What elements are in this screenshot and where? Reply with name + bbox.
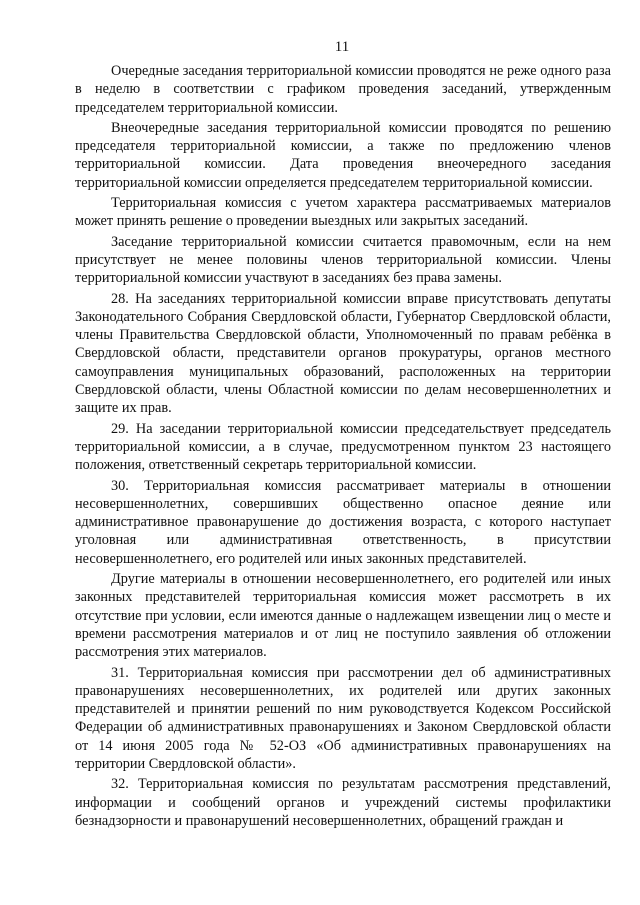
paragraph-regular-meetings: Очередные заседания территориальной комиссии проводятся не реже одного раза в неделю в соответствии с графиком проведения заседаний, утвержденным председателем территориальной комиссии. [75,63,611,116]
document-body [75,62,611,832]
paragraph-clause-28: 28. На заседаниях территориальной комиссии вправе присутствовать депутаты Законодательного Собрания Свердловской области, Губернатор Свердловской области, члены Правительства Свердловской области, Уполномоченный по правам ребёнка в Свердловской области, представители органов прокуратуры, органов местного самоуправления муниципальных образований, расположенных на территории Свердловской области, члены Областной комиссии по делам несовершеннолетних и защите их прав. [75,290,611,417]
paragraph-clause-30: 30. Территориальная комиссия рассматривает материалы в отношении несовершеннолетних, совершивших общественно опасное деяние или административное правонарушение до достижения возраста, с которого наступает уголовная или административная ответственность, в присутствии несовершеннолетнего, его родителей или иных законных представителей. [75,477,611,567]
paragraph-clause-32: 32. Территориальная комиссия по результатам рассмотрения представлений, информации и сообщений органов и учреждений системы профилактики безнадзорности и правонарушений несовершеннолетних, обращений граждан и [75,776,611,829]
paragraph-extraordinary-meetings: Внеочередные заседания территориальной комиссии проводятся по решению председателя территориальной комиссии, а также по предложению членов территориальной комиссии. Дата проведения внеочередного заседания территориальной комиссии определяется председателем территориальной комиссии. [75,119,611,191]
paragraph-clause-31: 31. Территориальная комиссия при рассмотрении дел об административных правонарушениях несовершеннолетних, их родителей или других законных представителей и принятии решений по ним руководствуется Кодексом Российской Федерации об административных правонарушениях и Законом Свердловской области от 14 июня 2005 года № 52-ОЗ «Об административных правонарушениях на территории Свердловской области». [75,664,611,772]
paragraph-other-materials: Другие материалы в отношении несовершеннолетнего, его родителей или иных законных представителей территориальная комиссия может рассмотреть в их отсутствие при условии, если имеются данные о надлежащем извещении лиц о месте и времени рассмотрения материалов и от лиц не поступило заявления об отложении рассмотрения этих материалов. [75,571,611,661]
paragraph-offsite-meetings: Территориальная комиссия с учетом характера рассматриваемых материалов может принять решение о проведении выездных или закрытых заседаний. [75,195,611,230]
page-number: 11 [334,39,350,55]
paragraph-quorum: Заседание территориальной комиссии считается правомочным, если на нем присутствует не менее половины членов территориальной комиссии. Члены территориальной комиссии участвуют в заседаниях без права замены. [75,233,611,287]
paragraph-clause-29: 29. На заседании территориальной комиссии председательствует председатель территориальной комиссии, а в случае, предусмотренном пунктом 23 настоящего положения, ответственный секретарь территориальной комиссии. [75,420,611,474]
